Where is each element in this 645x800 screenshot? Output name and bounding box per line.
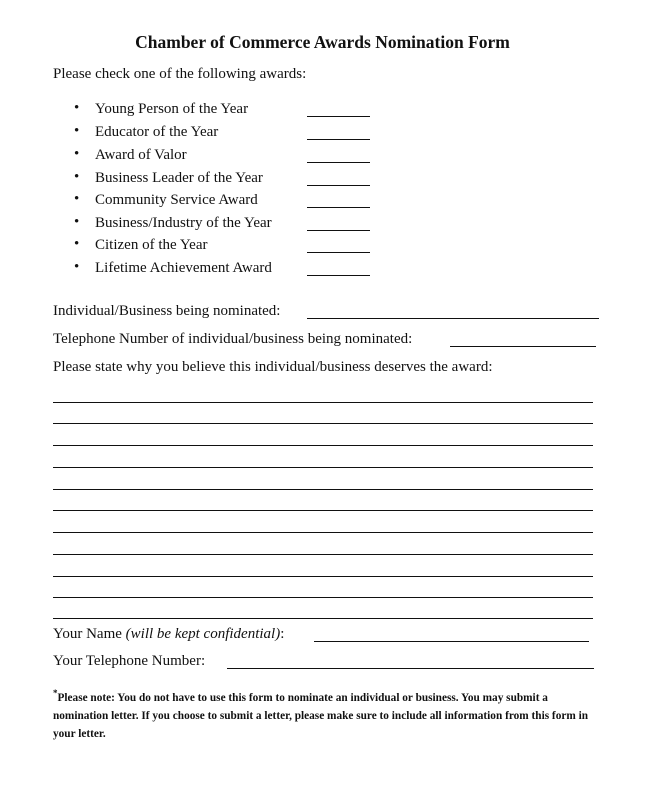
confidential-note: (will be kept confidential) bbox=[125, 626, 281, 642]
award-checkbox-line[interactable] bbox=[307, 116, 370, 117]
your-name-colon: : bbox=[280, 626, 285, 642]
footnote-asterisk: * bbox=[53, 688, 58, 698]
your-phone-input-line[interactable] bbox=[227, 668, 594, 669]
bullet-icon: • bbox=[74, 236, 80, 252]
reason-line[interactable] bbox=[53, 618, 593, 619]
award-label: Award of Valor bbox=[95, 147, 187, 163]
award-label: Community Service Award bbox=[95, 192, 258, 208]
bullet-icon: • bbox=[74, 259, 80, 275]
reason-line[interactable] bbox=[53, 532, 593, 533]
footnote-text: Please note: You do not have to use this form to nominate an individual or business. You may submit a nomination letter. If you choose to submit a letter, please make sure to include all information from this form in your letter. bbox=[53, 691, 589, 740]
your-name-label-text: Your Name bbox=[53, 626, 122, 642]
page-title: Chamber of Commerce Awards Nomination Form bbox=[135, 32, 510, 52]
award-checkbox-line[interactable] bbox=[307, 185, 370, 186]
reason-line[interactable] bbox=[53, 423, 593, 424]
nominee-label: Individual/Business being nominated: bbox=[53, 303, 281, 319]
award-label: Citizen of the Year bbox=[95, 237, 208, 253]
reason-label: Please state why you believe this individual/business deserves the award: bbox=[53, 359, 493, 375]
award-label: Business/Industry of the Year bbox=[95, 215, 272, 231]
reason-line[interactable] bbox=[53, 554, 593, 555]
award-label: Educator of the Year bbox=[95, 124, 219, 140]
award-checkbox-line[interactable] bbox=[307, 252, 370, 253]
reason-line[interactable] bbox=[53, 467, 593, 468]
award-checkbox-line[interactable] bbox=[307, 207, 370, 208]
award-checkbox-line[interactable] bbox=[307, 230, 370, 231]
award-label: Lifetime Achievement Award bbox=[95, 260, 272, 276]
footnote bbox=[53, 684, 598, 743]
reason-line[interactable] bbox=[53, 576, 593, 577]
award-label: Business Leader of the Year bbox=[95, 170, 263, 186]
your-name-label bbox=[53, 625, 284, 643]
reason-line[interactable] bbox=[53, 510, 593, 511]
awards-instruction: Please check one of the following awards: bbox=[53, 66, 307, 82]
award-label: Young Person of the Year bbox=[95, 101, 249, 117]
reason-line[interactable] bbox=[53, 402, 593, 403]
bullet-icon: • bbox=[74, 100, 80, 116]
award-checkbox-line[interactable] bbox=[307, 275, 370, 276]
reason-line[interactable] bbox=[53, 489, 593, 490]
nominee-input-line[interactable] bbox=[307, 318, 599, 319]
reason-line[interactable] bbox=[53, 445, 593, 446]
award-checkbox-line[interactable] bbox=[307, 139, 370, 140]
bullet-icon: • bbox=[74, 123, 80, 139]
your-name-input-line[interactable] bbox=[314, 641, 589, 642]
award-checkbox-line[interactable] bbox=[307, 162, 370, 163]
bullet-icon: • bbox=[74, 191, 80, 207]
bullet-icon: • bbox=[74, 214, 80, 230]
reason-line[interactable] bbox=[53, 597, 593, 598]
nominee-phone-label: Telephone Number of individual/business being nominated: bbox=[53, 331, 413, 347]
bullet-icon: • bbox=[74, 169, 80, 185]
your-phone-label: Your Telephone Number: bbox=[53, 653, 206, 669]
bullet-icon: • bbox=[74, 146, 80, 162]
nominee-phone-input-line[interactable] bbox=[450, 346, 596, 347]
